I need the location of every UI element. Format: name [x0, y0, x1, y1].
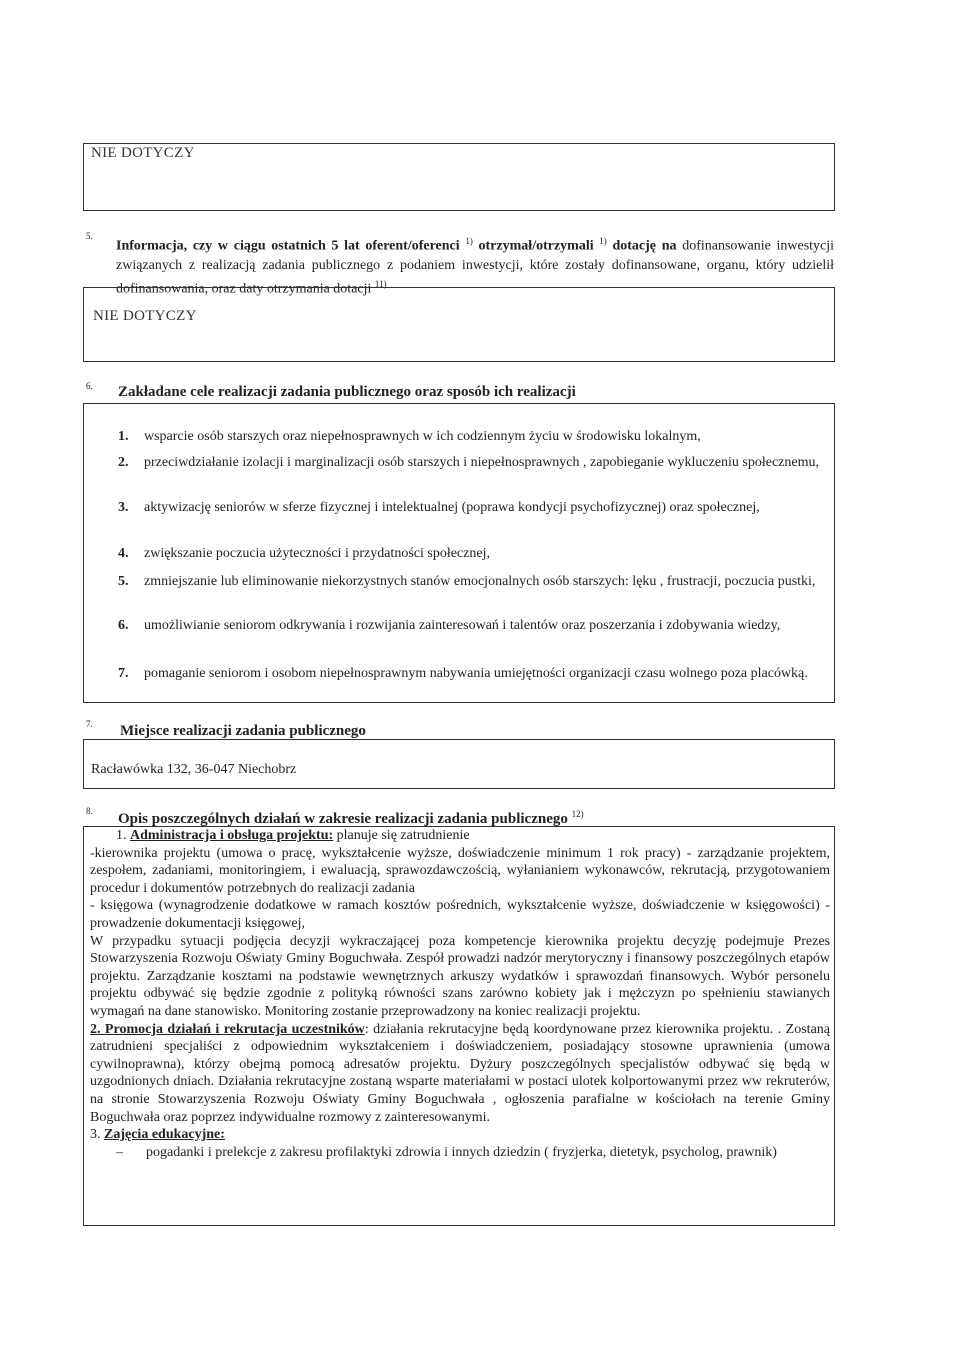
goal-item	[118, 545, 830, 562]
not-applicable-box-1	[83, 143, 835, 211]
activity-2-title: 2. Promocja działań i rekrutacja uczestników	[90, 1021, 365, 1037]
goal-number: 3.	[118, 500, 129, 515]
activity-3-bullet	[90, 1144, 830, 1162]
goal-number: 5.	[118, 574, 129, 589]
location-box	[83, 739, 835, 789]
section-7-number: 7.	[86, 719, 93, 729]
goal-item	[118, 454, 830, 471]
activity-3-bullet-text: pogadanki i prelekcje z zakresu profilaktyki zdrowia i innych dziedzin ( fryzjerka, dietetyk, psycholog, prawnik)	[146, 1144, 777, 1160]
decision-paragraph: W przypadku sytuacji podjęcia decyzji wykraczającej poza kompetencje kierownika projektu decyzję podejmuje Prezes Stowarzyszenia Rozwoju Oświaty Gminy Boguchwała. Zespół prowadzi nadzór merytoryczny i finansowy poszczególnych etapów projektu. Zarządzanie kosztami na podstawie wewnętrznych arkuszy wydatków i sprawozdań finansowych. Wybór personelu projektu odbywać się będzie zgodnie z polityką równości szans zarówno kobiety jak i mężczyzn po spełnieniu stawianych wymagań na dane stanowisko. Monitoring zostanie przeprowadzony na koniec realizacji projektu.	[90, 933, 830, 1019]
section-6-heading: Zakładane cele realizacji zadania publicznego oraz sposób ich realizacji	[118, 384, 576, 400]
section-5-heading-part-3: dotację na	[612, 238, 677, 254]
not-applicable-box-2	[83, 287, 835, 362]
section-8-heading-text: Opis poszczególnych działań w zakresie realizacji zadania publicznego	[118, 811, 568, 827]
goal-text: wsparcie osób starszych oraz niepełnosprawnych w ich codziennym życiu w środowisku lokalnym,	[144, 429, 701, 444]
not-applicable-text-1: NIE DOTYCZY	[91, 145, 195, 161]
footnote-ref-2: 1)	[599, 236, 607, 246]
not-applicable-text-2: NIE DOTYCZY	[93, 308, 197, 324]
goal-item	[118, 665, 830, 682]
activity-1-text: planuje się zatrudnienie	[333, 828, 470, 843]
activity-1-title: Administracja i obsługa projektu:	[130, 828, 334, 843]
goal-text: zmniejszanie lub eliminowanie niekorzystnych stanów emocjonalnych osób starszych: lęku , frustracji, poczucia pustki,	[144, 574, 816, 589]
goal-number: 2.	[118, 455, 129, 470]
section-5-heading-part-1: Informacja, czy w ciągu ostatnich 5 lat oferent/oferenci	[116, 238, 460, 254]
section-7-heading: Miejsce realizacji zadania publicznego	[120, 723, 366, 739]
goal-item	[118, 428, 830, 445]
activities-description	[90, 827, 830, 1161]
section-5-number: 5.	[86, 231, 93, 241]
section-6-number: 6.	[86, 381, 93, 391]
goal-text: pomaganie seniorom i osobom niepełnosprawnym nabywania umiejętności organizacji czasu wolnego poza placówką.	[144, 666, 808, 681]
activity-2-paragraph	[90, 1021, 830, 1127]
footnote-ref-11: 11)	[374, 278, 387, 289]
activity-3-line	[90, 1126, 830, 1144]
goal-item	[118, 617, 830, 634]
activity-3-number: 3.	[90, 1127, 101, 1143]
goal-item	[118, 573, 830, 590]
goal-number: 1.	[118, 429, 129, 444]
activity-1-number: 1.	[116, 828, 127, 843]
bullet-dash: –	[116, 1144, 123, 1160]
section-5-heading-rest: dofinansowanie inwestycji związanych z realizacją zadania publicznego z podaniem inwestycji, które zostały dofinansowane, organu, który udzielił dofinansowania, oraz daty otrzymania dotacji	[116, 238, 835, 297]
accountant-paragraph: - księgowa (wynagrodzenie dodatkowe w ramach kosztów pośrednich, wykształcenie wyższe, doświadczenie w księgowości) - prowadzenie dokumentacji księgowej,	[90, 898, 830, 931]
activity-2-text: : działania rekrutacyjne będą koordynowane przez kierownika projektu. . Zostaną zatrudnieni specjaliści z odpowiednim wykształceniem i doświadczeniem, posiadający stosowne uprawnienia (umowa cywilnoprawna), którzy obejmą pomocą adresatów projektu. Dyżury poszczególnych specjalistów odbywać się będą w uzgodnionych dniach. Działania rekrutacyjne zostaną wsparte materiałami w postaci ulotek kolportowanymi przez ww rekruterów, na stronie Stowarzyszenia Rozwoju Oświaty Gminy Boguchwała , ogłoszenia parafialne w kościołach na terenie Gminy Boguchwała oraz poprzez indywidualne rozmowy z zainteresowanymi.	[90, 1021, 830, 1125]
goal-number: 4.	[118, 546, 129, 561]
footnote-ref-12: 12)	[571, 809, 584, 819]
goal-text: aktywizację seniorów w sferze fizycznej i intelektualnej (poprawa kondycji psychofizycznej) oraz społecznej,	[144, 500, 760, 515]
goal-number: 7.	[118, 666, 129, 681]
footnote-ref-1: 1)	[465, 236, 473, 246]
goal-item	[118, 499, 830, 516]
goal-number: 6.	[118, 618, 129, 633]
section-8-number: 8.	[86, 806, 93, 816]
goal-text: umożliwianie seniorom odkrywania i rozwijania zainteresowań i talentów oraz poszerzania i zdobywania wiedzy,	[144, 618, 781, 633]
activity-1-line	[90, 827, 830, 845]
section-5-heading-part-2: otrzymał/otrzymali	[478, 238, 594, 254]
activity-3-title: Zajęcia edukacyjne:	[104, 1127, 225, 1143]
location-text: Racławówka 132, 36-047 Niechobrz	[91, 762, 297, 777]
goal-text: zwiększanie poczucia użyteczności i przydatności społecznej,	[144, 546, 490, 561]
goal-text: przeciwdziałanie izolacji i marginalizacji osób starszych i niepełnosprawnych , zapobieganie wykluczeniu społecznemu,	[144, 455, 819, 470]
manager-paragraph: -kierownika projektu (umowa o pracę, wykształcenie wyższe, doświadczenie minimum 1 rok pracy) - zarządzanie projektem, zespołem, zadaniami, monitoringiem, i ewaluacją, sprawozdawczością, wyłanianiem wykonawców, rekrutacją, przygotowaniem procedur i dokumentów potrzebnych do realizacji zadania	[90, 845, 830, 896]
